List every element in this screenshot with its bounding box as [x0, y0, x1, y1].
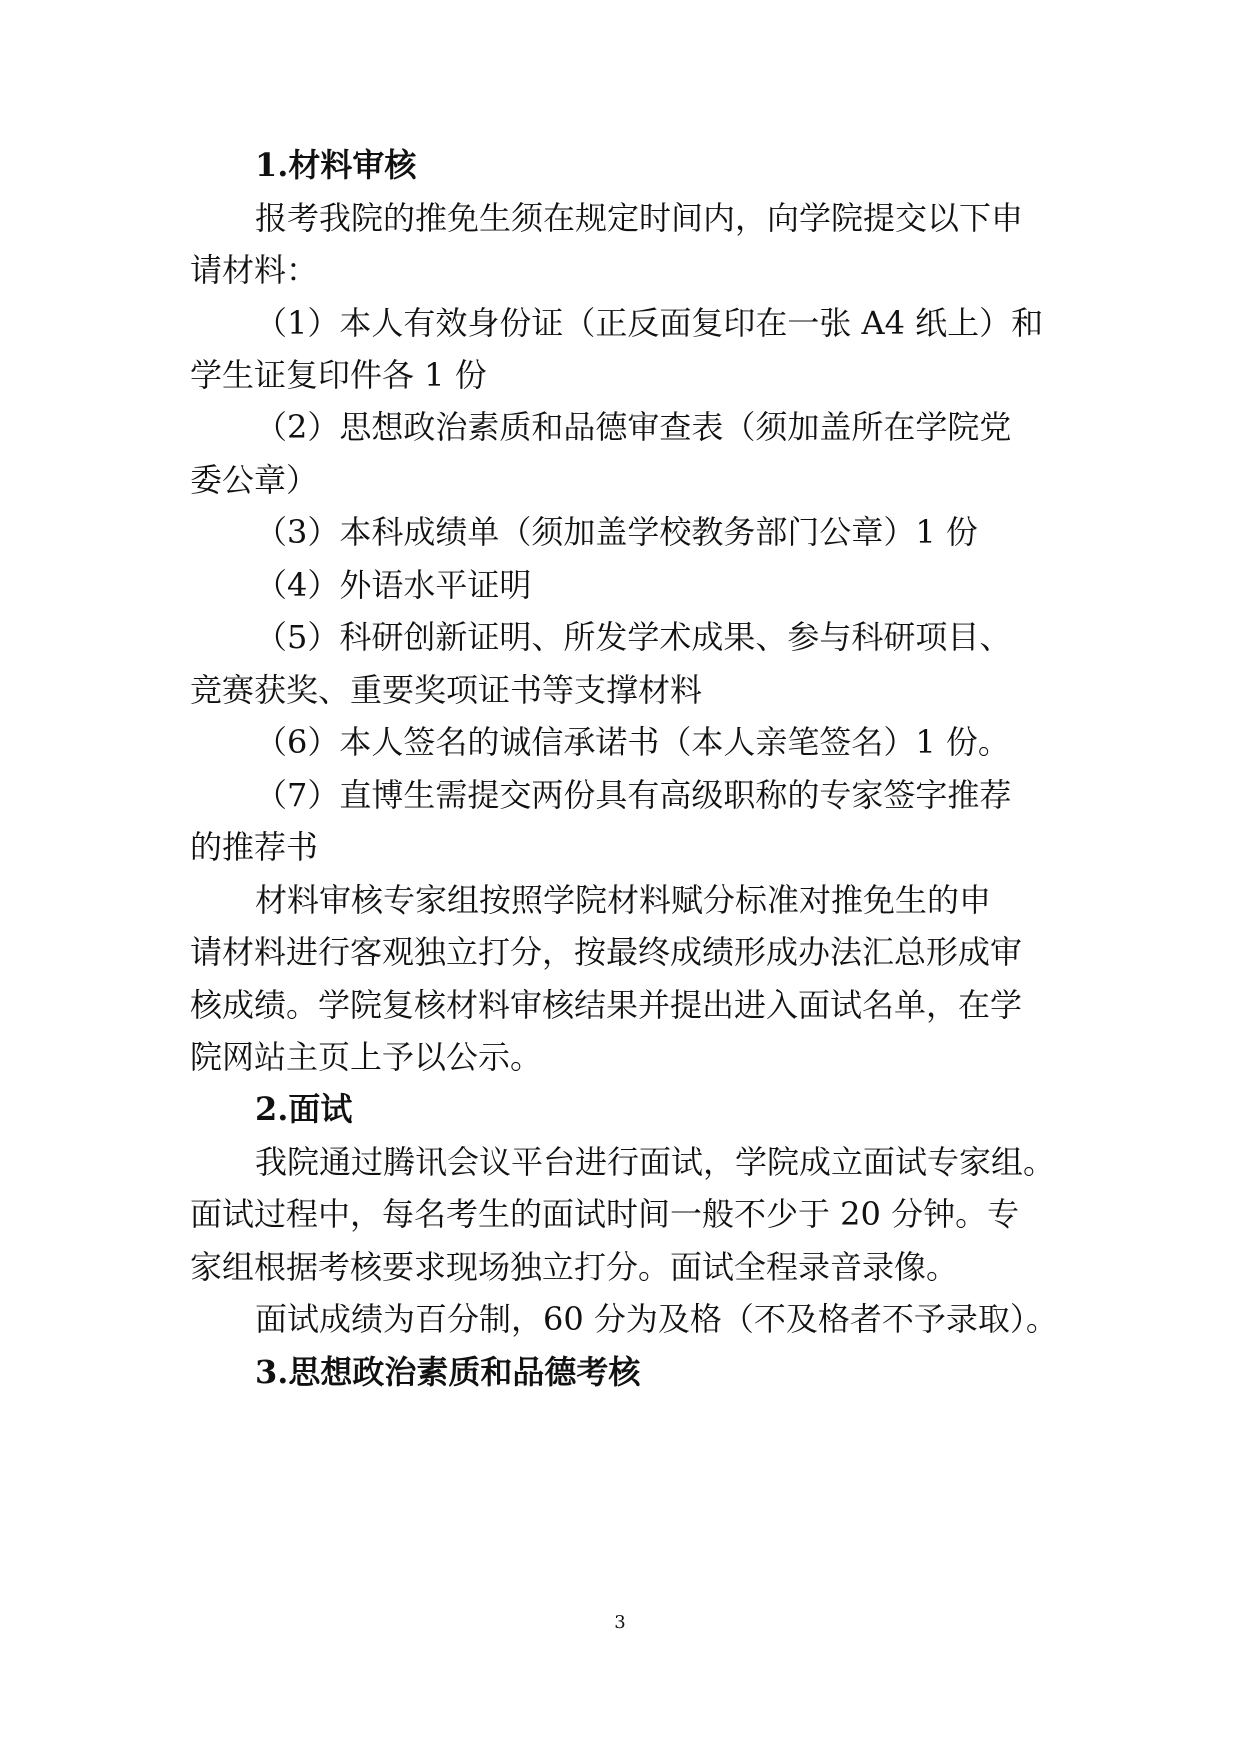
- section-2-heading: 2.面试: [255, 1090, 353, 1128]
- item-7-line-2: 的推荐书: [190, 828, 319, 866]
- review-paragraph-line-3: 核成绩。学院复核材料审核结果并提出进入面试名单，在学: [190, 986, 1023, 1024]
- page-number: 3: [614, 1612, 626, 1633]
- item-2-line-1: （2）思想政治素质和品德审查表（须加盖所在学院党: [255, 408, 1012, 446]
- section-3-heading: 3.思想政治素质和品德考核: [255, 1353, 641, 1391]
- item-7-line-1: （7）直博生需提交两份具有高级职称的专家签字推荐: [255, 776, 1012, 814]
- review-paragraph-line-4: 院网站主页上予以公示。: [190, 1038, 543, 1076]
- review-paragraph-line-1: 材料审核专家组按照学院材料赋分标准对推免生的申: [255, 881, 992, 919]
- item-4-line-1: （4）外语水平证明: [255, 566, 532, 604]
- item-5-line-2: 竞赛获奖、重要奖项证书等支撑材料: [190, 671, 703, 709]
- item-5-line-1: （5）科研创新证明、所发学术成果、参与科研项目、: [255, 618, 1012, 656]
- item-6-line-1: （6）本人签名的诚信承诺书（本人亲笔签名）1 份。: [255, 723, 1010, 761]
- interview-paragraph-line-3: 家组根据考核要求现场独立打分。面试全程录音录像。: [190, 1248, 959, 1286]
- interview-paragraph-line-1: 我院通过腾讯会议平台进行面试，学院成立面试专家组。: [255, 1143, 1056, 1181]
- section-1-intro-line-1: 报考我院的推免生须在规定时间内，向学院提交以下申: [255, 199, 1024, 237]
- interview-paragraph-line-2: 面试过程中，每名考生的面试时间一般不少于 20 分钟。专: [190, 1195, 1020, 1233]
- review-paragraph-line-2: 请材料进行客观独立打分，按最终成绩形成办法汇总形成审: [190, 933, 1023, 971]
- score-paragraph-line-1: 面试成绩为百分制，60 分为及格（不及格者不予录取）。: [255, 1300, 1058, 1338]
- section-1-heading: 1.材料审核: [255, 146, 417, 184]
- item-3-line-1: （3）本科成绩单（须加盖学校教务部门公章）1 份: [255, 513, 978, 551]
- item-2-line-2: 委公章）: [190, 461, 319, 499]
- item-1-line-2: 学生证复印件各 1 份: [190, 356, 487, 394]
- section-1-intro-line-2: 请材料：: [190, 251, 319, 289]
- item-1-line-1: （1）本人有效身份证（正反面复印在一张 A4 纸上）和: [255, 304, 1044, 342]
